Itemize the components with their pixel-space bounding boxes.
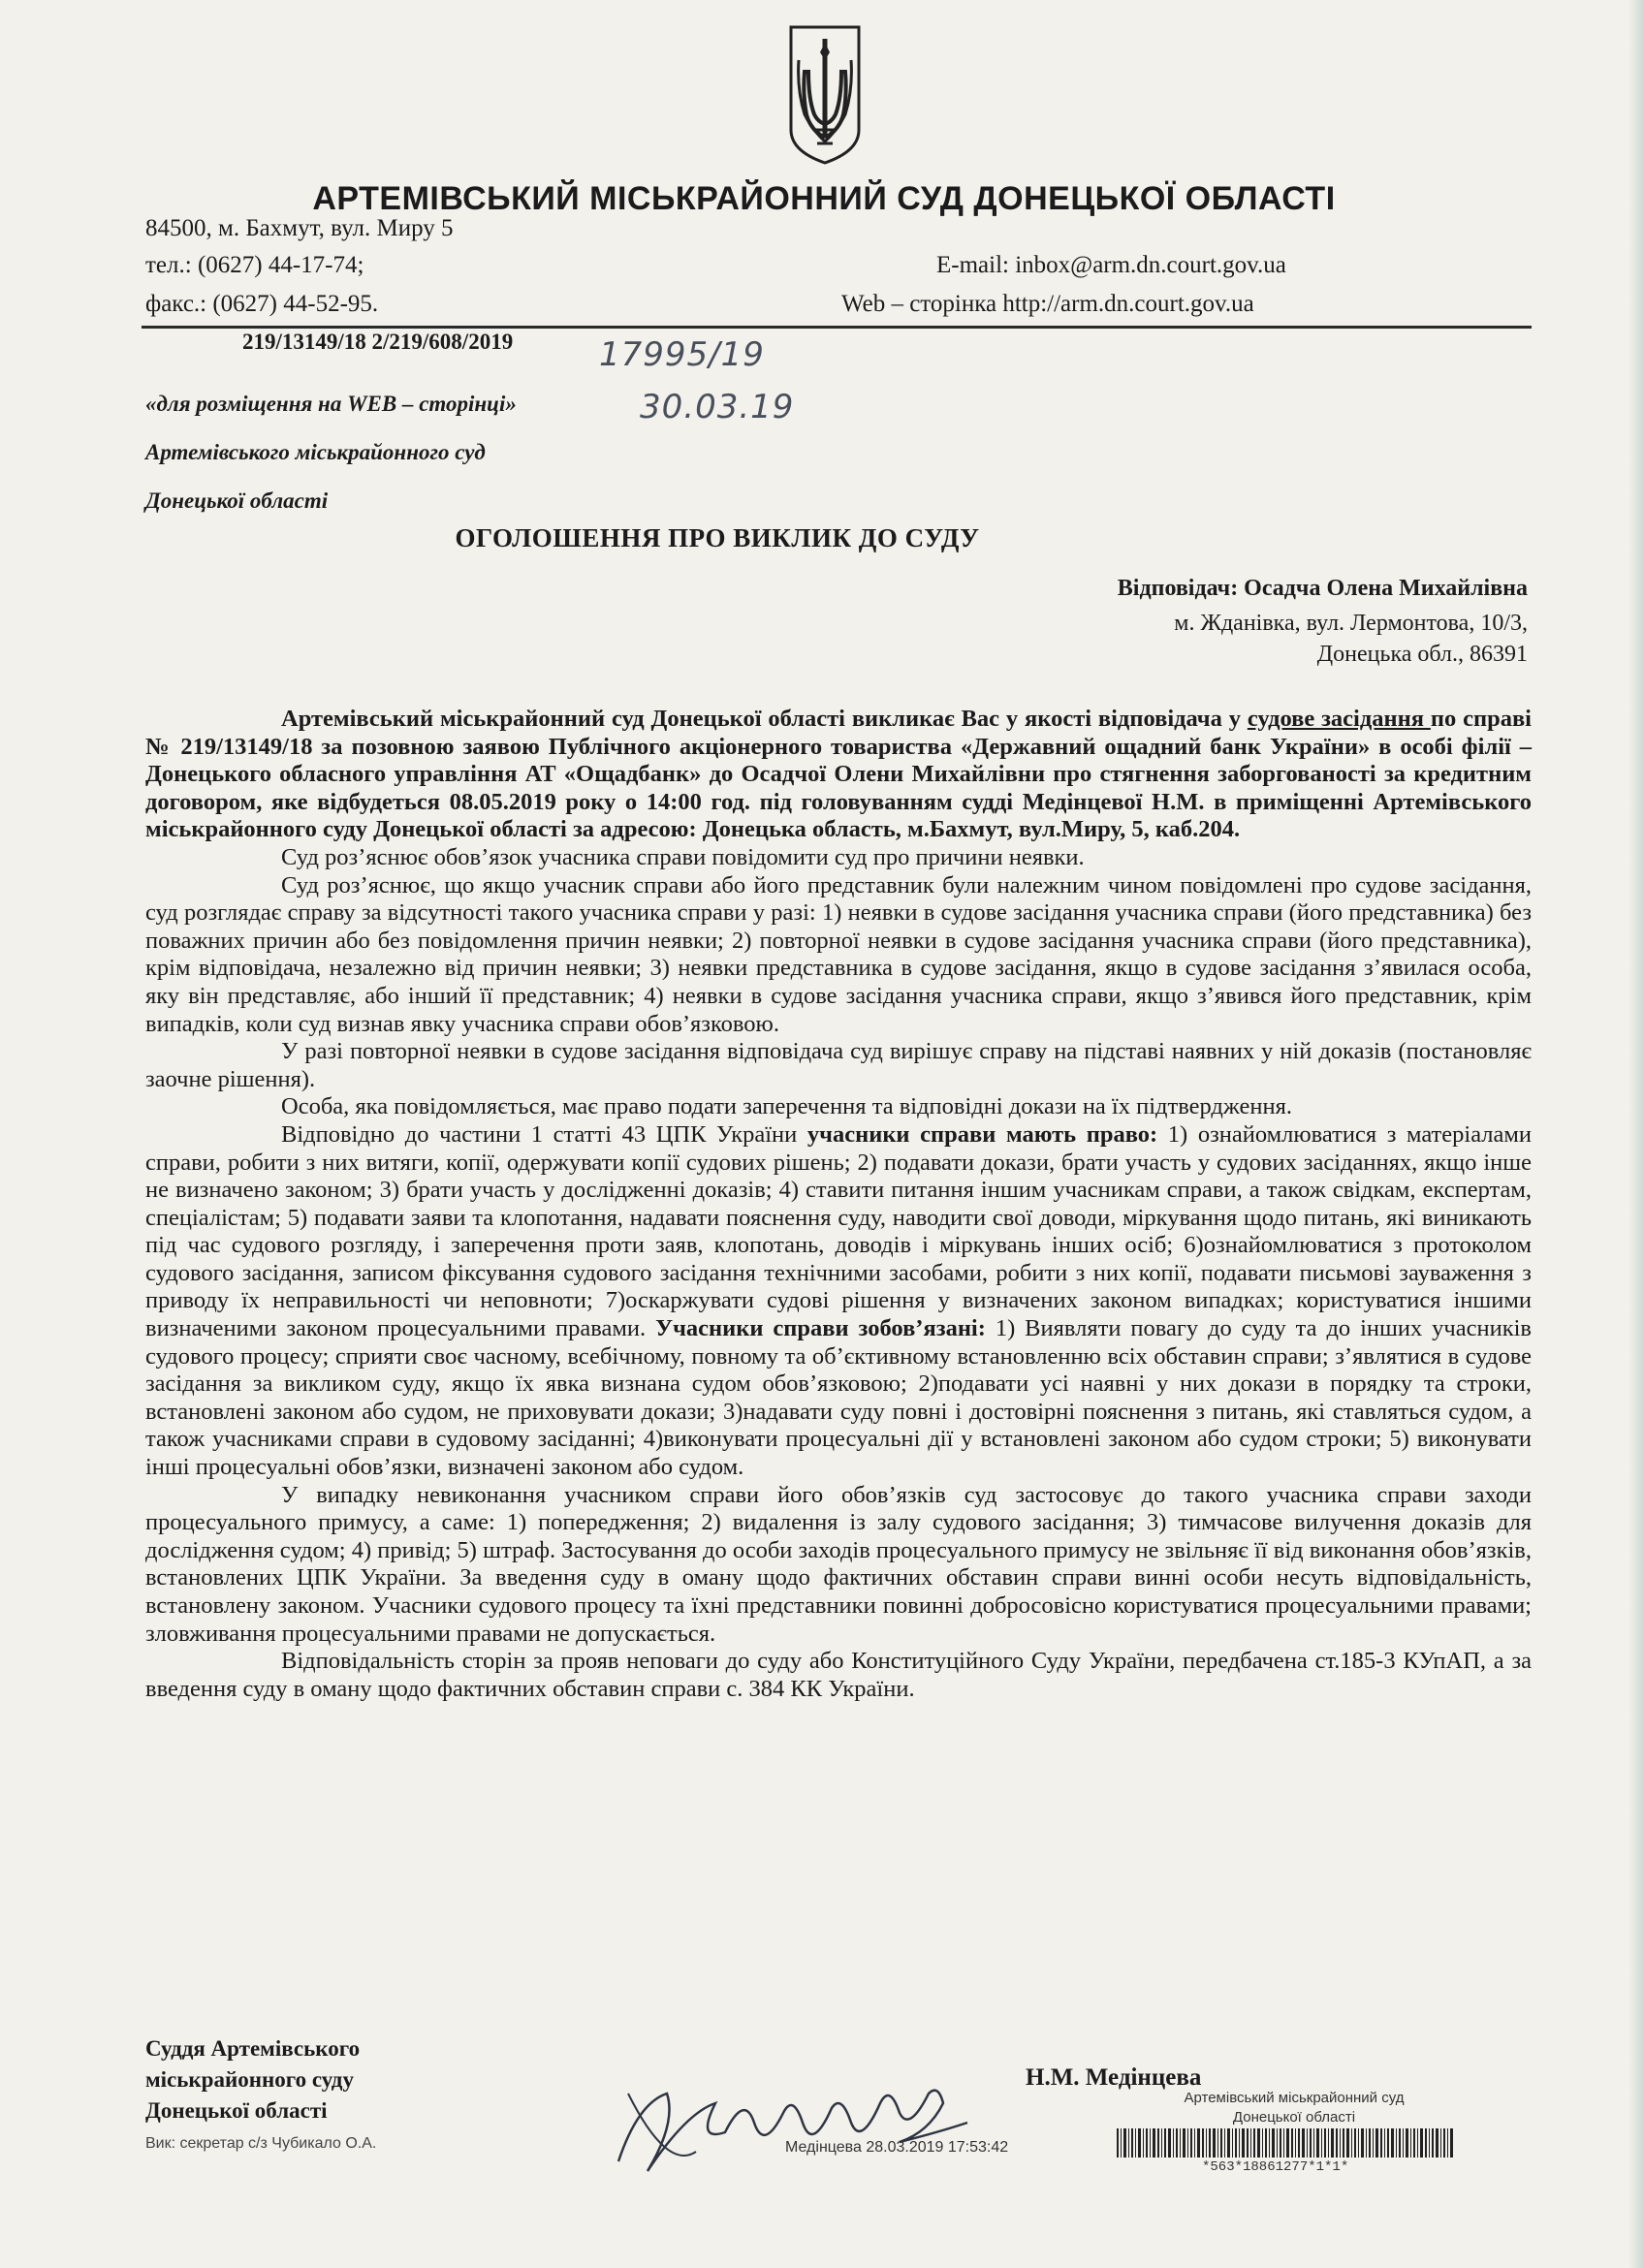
court-fax: факс.: (0627) 44-52-95. (145, 291, 379, 317)
duties-list: 1) Виявляти повагу до суду та до інших учасників судового процесу; сприяти своє часному, всебічному, повному та об’єктивному встановленню всіх обставин справи; з’являтися в судове засідання за викликом суду, якщо їх явка визнана судом обов’язковою; 2)подавати усі наявні у них докази в порядку та строки, встановлені законом або судом, не приховувати докази; 3)надавати суду повні і достовірні пояснення з питань, які ставляться судом, а також учасниками справи в судовому засіданні; 4)виконувати процесуальні дії у встановлені законом або судом строки; 5) виконувати інші процесуальні обов’язки, визначені законом або судом. (145, 1315, 1532, 1481)
addressee-line-3: Донецької області (145, 488, 329, 513)
court-address: 84500, м. Бахмут, вул. Миру 5 (145, 215, 454, 241)
handwritten-registration-number: 17995/19 (599, 335, 765, 374)
signatory-line-3: Донецької області (145, 2098, 328, 2123)
court-name: АРТЕМІВСЬКИЙ МІСЬКРАЙОННИЙ СУД ДОНЕЦЬКОЇ ОБЛАСТІ (312, 180, 1336, 217)
signatory-line-2: міськрайонного суду (145, 2067, 354, 2092)
addressee-line-2: Артемівського міськрайонного суд (145, 440, 486, 464)
coat-of-arms-icon (785, 21, 865, 169)
paragraph-absence-duty: Суд роз’яснює обов’язок учасника справи повідомити суд про причини неявки. (281, 843, 1085, 870)
barcode-number: *563*18861277*1*1* (1202, 2159, 1349, 2175)
summons-text-end: по справі № 219/13149/18 за позовною заявою Публічного акціонерного товариства «Державний ощадний банк України» в особі філії – Донецького обласного управління АТ «Ощадбанк» до Осадчої Олени Михайлівни про стягнення заборгованості за кредитним договором, яке відбудеться 08.05.2019 року о 14:00 год. під головуванням судді Медінцевої Н.М. в приміщенні Артемівського міськрайонного суду Донецької області за адресою: Донецька область, м.Бахмут, вул.Миру, 5, каб.204. (145, 706, 1532, 843)
header-divider (142, 326, 1532, 329)
respondent-address-line-1: м. Жданівка, вул. Лермонтова, 10/3, (1174, 611, 1528, 636)
respondent-name: Відповідач: Осадча Олена Михайлівна (1117, 576, 1528, 601)
duties-heading: Учасники справи зобов’язані: (655, 1315, 986, 1342)
case-numbers: 219/13149/18 2/219/608/2019 (242, 330, 514, 354)
respondent-address-line-2: Донецька обл., 86391 (1316, 642, 1528, 667)
secretary-note: Вик: секретар с/з Чубикало О.А. (145, 2135, 377, 2152)
signatory-block (145, 2033, 360, 2126)
stamp-court-name (1144, 2089, 1444, 2127)
court-email: E-mail: inbox@arm.dn.court.gov.ua (936, 252, 1286, 278)
document-title: ОГОЛОШЕННЯ ПРО ВИКЛИК ДО СУДУ (455, 523, 980, 552)
rights-list: 1) ознайомлюватися з матеріалами справи, робити з них витяги, копії, одержувати копії судових рішень; 2) подавати докази, брати участь у судових засіданнях, якщо інше не визначено законом; 3) брати участь у дослідженні доказів; 4) ставити питання іншим учасникам справи, а також свідкам, експертам, спеціалістам; 5) подавати заяви та клопотання, надавати пояснення суду, наводити свої доводи, міркування щодо питань, які виникають під час судового розгляду, і заперечення проти заяв, клопотань, доводів і міркувань інших осіб; 6)ознайомлюватися з протоколом судового засідання, записом фіксування судового засідання технічними засобами, робити з них копії, подавати письмові зауваження з приводу їх неправильності чи неповноти; 7)оскаржувати судові рішення у визначених законом випадках; користуватися іншими визначеними законом процесуальними правами. (145, 1120, 1533, 1342)
paragraph-objection-right: Особа, яка повідомляється, має право подати заперечення та відповідні докази на їх підтвердження. (281, 1093, 1292, 1120)
paragraph-absence-consequences: Суд роз’яснює, що якщо учасник справи або його представник були належним чином повідомлені про судове засідання, суд розглядає справу за відсутності такого учасника справи у разі: 1) неявки в судове засідання учасника справи (його представника) без поважних причин або без повідомлення причин неявки; 2) повторної неявки в судове засідання учасника справи (його представника), крім відповідача, незалежно від причин неявки; 3) неявки представника в судове засідання, якщо в судове засідання з’явилася особа, яку він представляє, або інший її представник; 4) неявки в судове засідання учасника справи, якщо з’явився його представник, крім випадків, коли суд визнав явку учасника справи обов’язковою. (145, 871, 1532, 1037)
judge-name: Н.М. Медінцева (1026, 2064, 1202, 2091)
addressee-line-1: «для розміщення на WEB – сторінці» (145, 392, 517, 416)
signatory-line-1: Суддя Артемівського (145, 2036, 361, 2061)
summons-text-start: Артемівський міськрайонний суд Донецької області викликає Вас у якості відповідача у (281, 706, 1248, 732)
notice-body (145, 706, 1532, 1703)
barcode (1117, 2128, 1456, 2158)
paragraph-coercion: У випадку невиконання учасником справи його обов’язків суд застосовує до такого учасника справи заходи процесуального примусу, а саме: 1) попередження; 2) видалення із залу судового засідання; 3) тимчасове вилучення доказів для дослідження судом; 4) привід; 5) штраф. Застосування до особи заходів процесуального примусу не звільняє її від виконання обов’язків, встановлених ЦПК України. За введення суду в оману щодо фактичних обставин справи винні особи несуть відповідальність, встановлену законом. Учасники судового процесу та їхні представники повинні добросовісно користуватися процесуальними правами; зловживання процесуальними правами не допускається. (145, 1481, 1532, 1647)
rights-intro: Відповідно до частини 1 статті 43 ЦПК України (281, 1120, 807, 1148)
rights-heading: учасники справи мають право: (806, 1120, 1158, 1148)
court-website: Web – сторінка http://arm.dn.court.gov.ua (841, 291, 1254, 317)
court-phone: тел.: (0627) 44-17-74; (145, 252, 364, 278)
electronic-signature-stamp: Медінцева 28.03.2019 17:53:42 (785, 2139, 1009, 2156)
scan-edge (1628, 0, 1644, 2268)
stamp-line-2: Донецької області (1232, 2109, 1356, 2126)
paragraph-default-judgment: У разі повторної неявки в судове засідання відповідача суд вирішує справу на підставі наявних у ній доказів (постановляє заочне рішення). (145, 1038, 1532, 1092)
stamp-line-1: Артемівський міськрайонний суд (1184, 2090, 1405, 2106)
summons-text-underlined: судове засідання (1247, 706, 1431, 732)
paragraph-summons (145, 706, 1532, 844)
handwritten-signature (609, 2064, 977, 2181)
paragraph-rights-duties (145, 1121, 1532, 1482)
paragraph-liability: Відповідальність сторін за прояв неповаги до суду або Конституційного Суду України, передбачена ст.185-3 КУпАП, а за введення суду в оману щодо фактичних обставин справи с. 384 КК України. (145, 1648, 1532, 1702)
handwritten-date: 30.03.19 (640, 388, 795, 426)
